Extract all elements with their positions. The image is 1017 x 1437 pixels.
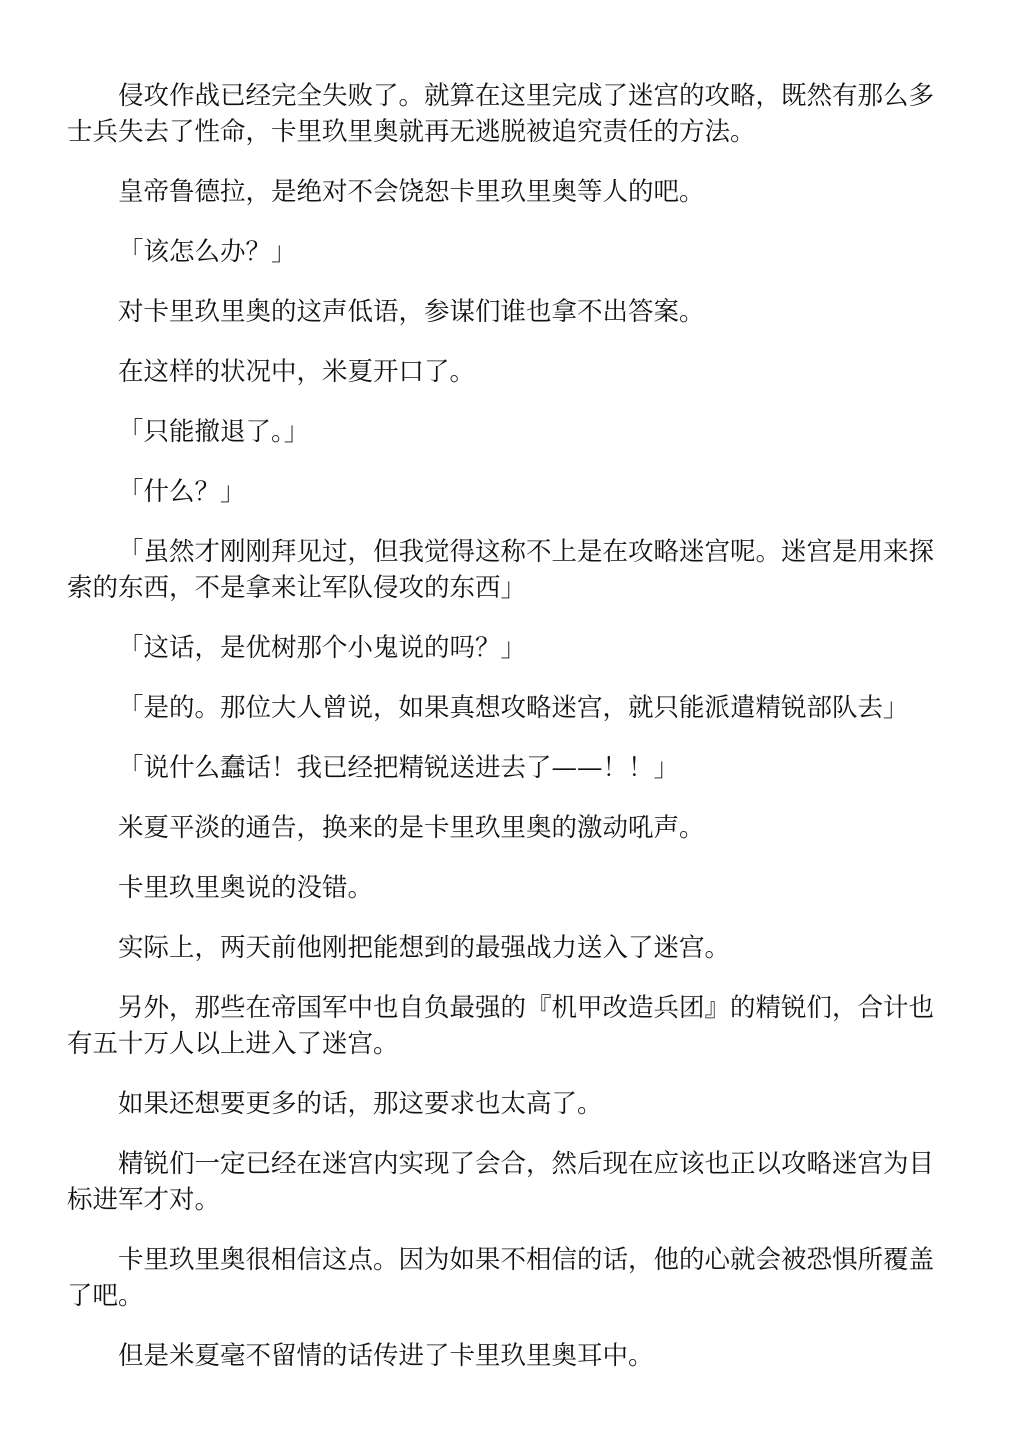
paragraph-18: 卡里玖里奥很相信这点。因为如果不相信的话，他的心就会被恐惧所覆盖了吧。	[67, 1245, 935, 1311]
paragraph-10: 「是的。那位大人曾说，如果真想攻略迷宫，就只能派遣精锐部队去」	[118, 693, 909, 723]
paragraph-6: 「只能撤退了。」	[118, 417, 310, 447]
paragraph-12: 米夏平淡的通告，换来的是卡里玖里奥的激动吼声。	[118, 813, 705, 843]
document-page	[67, 78, 947, 1398]
paragraph-5: 在这样的状况中，米夏开口了。	[118, 357, 476, 387]
paragraph-1: 侵攻作战已经完全失败了。就算在这里完成了迷宫的攻略，既然有那么多士兵失去了性命，卡里玖里奥就再无逃脱被追究责任的方法。	[67, 81, 935, 147]
paragraph-16: 如果还想要更多的话，那这要求也太高了。	[118, 1089, 603, 1119]
paragraph-11: 「说什么蠢话！我已经把精锐送进去了——！！」	[118, 753, 680, 783]
paragraph-4: 对卡里玖里奥的这声低语，参谋们谁也拿不出答案。	[118, 297, 705, 327]
paragraph-3: 「该怎么办？」	[118, 237, 297, 267]
paragraph-19: 但是米夏毫不留情的话传进了卡里玖里奥耳中。	[118, 1341, 654, 1371]
paragraph-17: 精锐们一定已经在迷宫内实现了会合，然后现在应该也正以攻略迷宫为目标进军才对。	[67, 1149, 935, 1215]
paragraph-13: 卡里玖里奥说的没错。	[118, 873, 374, 903]
paragraph-2: 皇帝鲁德拉，是绝对不会饶恕卡里玖里奥等人的吧。	[118, 177, 705, 207]
paragraph-7: 「什么？」	[118, 477, 246, 507]
paragraph-9: 「这话，是优树那个小鬼说的吗？」	[118, 633, 527, 663]
paragraph-14: 实际上，两天前他刚把能想到的最强战力送入了迷宫。	[118, 933, 731, 963]
paragraph-8: 「虽然才刚刚拜见过，但我觉得这称不上是在攻略迷宫呢。迷宫是用来探索的东西，不是拿来让军队侵攻的东西」	[67, 537, 935, 603]
paragraph-15: 另外，那些在帝国军中也自负最强的『机甲改造兵团』的精锐们，合计也有五十万人以上进入了迷宫。	[67, 993, 935, 1059]
